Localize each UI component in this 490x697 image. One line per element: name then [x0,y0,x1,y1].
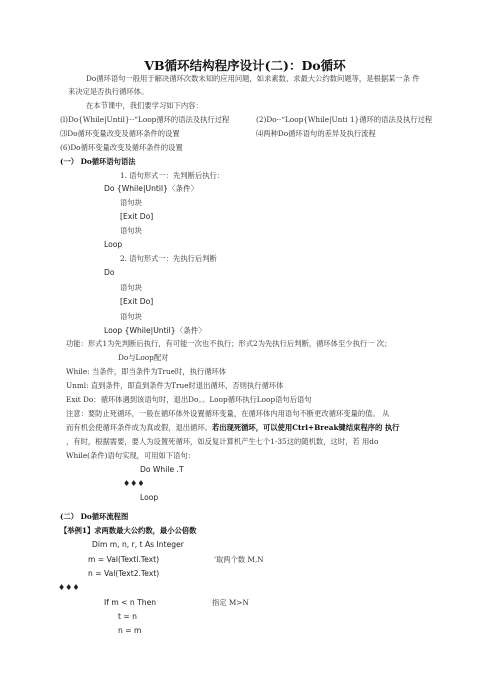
note-caution-line4: While(条件)语句实现，可用如下语句： [66,451,196,460]
section-heading-syntax: (一） Do循环语句语法 [60,157,136,166]
note-function: 功能：形式1为先判断后执行，有可能一次也不执行；形式2为先执行后判断，循环体至少执行一 次； [66,339,392,348]
section-heading-flowchart: (二） Do循环流程图 [60,512,129,521]
note-exit-do: Exit Do：循环体遇到该语句时，退出Do。。Loop循环执行Loop语句后语句 [66,395,312,404]
note-caution-line2 [66,423,399,433]
content-item-3: ⑶Do循环变量改变及循环条件的设置 [60,129,180,138]
code-if: If m < n Then [104,598,157,607]
document-title: VB循环结构程序设计(二)：Do循环 [144,58,346,73]
form2-do: Do [104,268,115,277]
note-pairing: Do与Loop配对 [118,353,169,362]
intro-paragraph-line2: 来决定是否执行循环体。 [68,87,149,96]
content-item-2: (2)Do··“Loop{While|Unti 1}循环的语法及执行过程 [256,115,433,124]
form1-label: 1. 语句形式一：先判断后执行： [120,171,225,180]
code-comment-if: 指定 M>N [212,598,249,607]
note-caution-line1: 注意：要防止死循环，一般在循环体外设置循环变量，在循环体内用语句不断更改循环变量的值。 从 [66,409,390,418]
form1-exit-do: [Exit Do] [120,212,154,221]
example-1-heading: 【举例1】求两数最大公约数，最小公倍数 [60,526,197,535]
ellipsis-diamonds-2: ♦♦♦ [58,583,80,592]
ellipsis-diamonds-1: ♦♦♦ [123,479,145,488]
code-n-assign: n = Val(Text2.Text) [88,569,160,578]
code-dim: Dim m, n, r, t As Integer [92,540,184,549]
content-item-4: ⑷两种Do循环语句的差异及执行流程 [256,129,376,138]
form1-do-line: Do {While|Until}〈条件〉 [104,184,199,193]
code-comment-m: '取两个数 M,N [214,555,264,564]
form2-statement-block: 语句块 [120,283,142,292]
form1-loop: Loop [104,240,123,249]
code-loop: Loop [140,493,159,502]
note-while: While: 当条件，即当条件为True时，执行循环体 [66,367,227,376]
content-item-1: (l)Do{While|Until}··“Loop循环的语法及执行过程 [60,115,230,124]
form2-label: 2. 语句形式一：先执行后判断 [120,254,217,263]
note-caution-text: 而有机会使循环条件成为真或假，退出循环。 [66,423,212,432]
intro-paragraph-line1: Do循环语句一般用于解决循环次数未知的应用问题，如求素数、求最大公约数问题等，是根据某一条 件 [86,74,420,83]
code-n-assign-2: n = m [118,626,142,635]
code-do-while: Do While .T [140,465,184,474]
code-m-assign: m = Val(Textl.Text) [88,555,160,564]
form2-loop-line: Loop {While|Until}〈条件〉 [104,326,206,335]
form1-statement-block: 语句块 [120,198,142,207]
form2-statement-block-2: 语句块 [120,312,142,321]
form1-statement-block-2: 语句块 [120,226,142,235]
content-item-5: (6)Do循环变量改变及循环条件的设置 [60,143,183,152]
form2-exit-do: [Exit Do] [120,297,154,306]
note-caution-line3: ，有时，根据需要，要人为设置死循环，如反复计算机产生七个1-35这的随机数，这时，若 用do [66,437,379,446]
note-until: Unml: 直到条件，即直到条件为True时退出循环，否则执行循环体 [66,381,284,390]
note-ctrl-break: 若出现死循环，可以使用Ctrl+Break键结束程序的 执行 [211,423,400,432]
intro-lead: 在本节课中，我们要学习如下内容： [86,101,203,110]
code-t-assign: t = n [118,612,137,621]
